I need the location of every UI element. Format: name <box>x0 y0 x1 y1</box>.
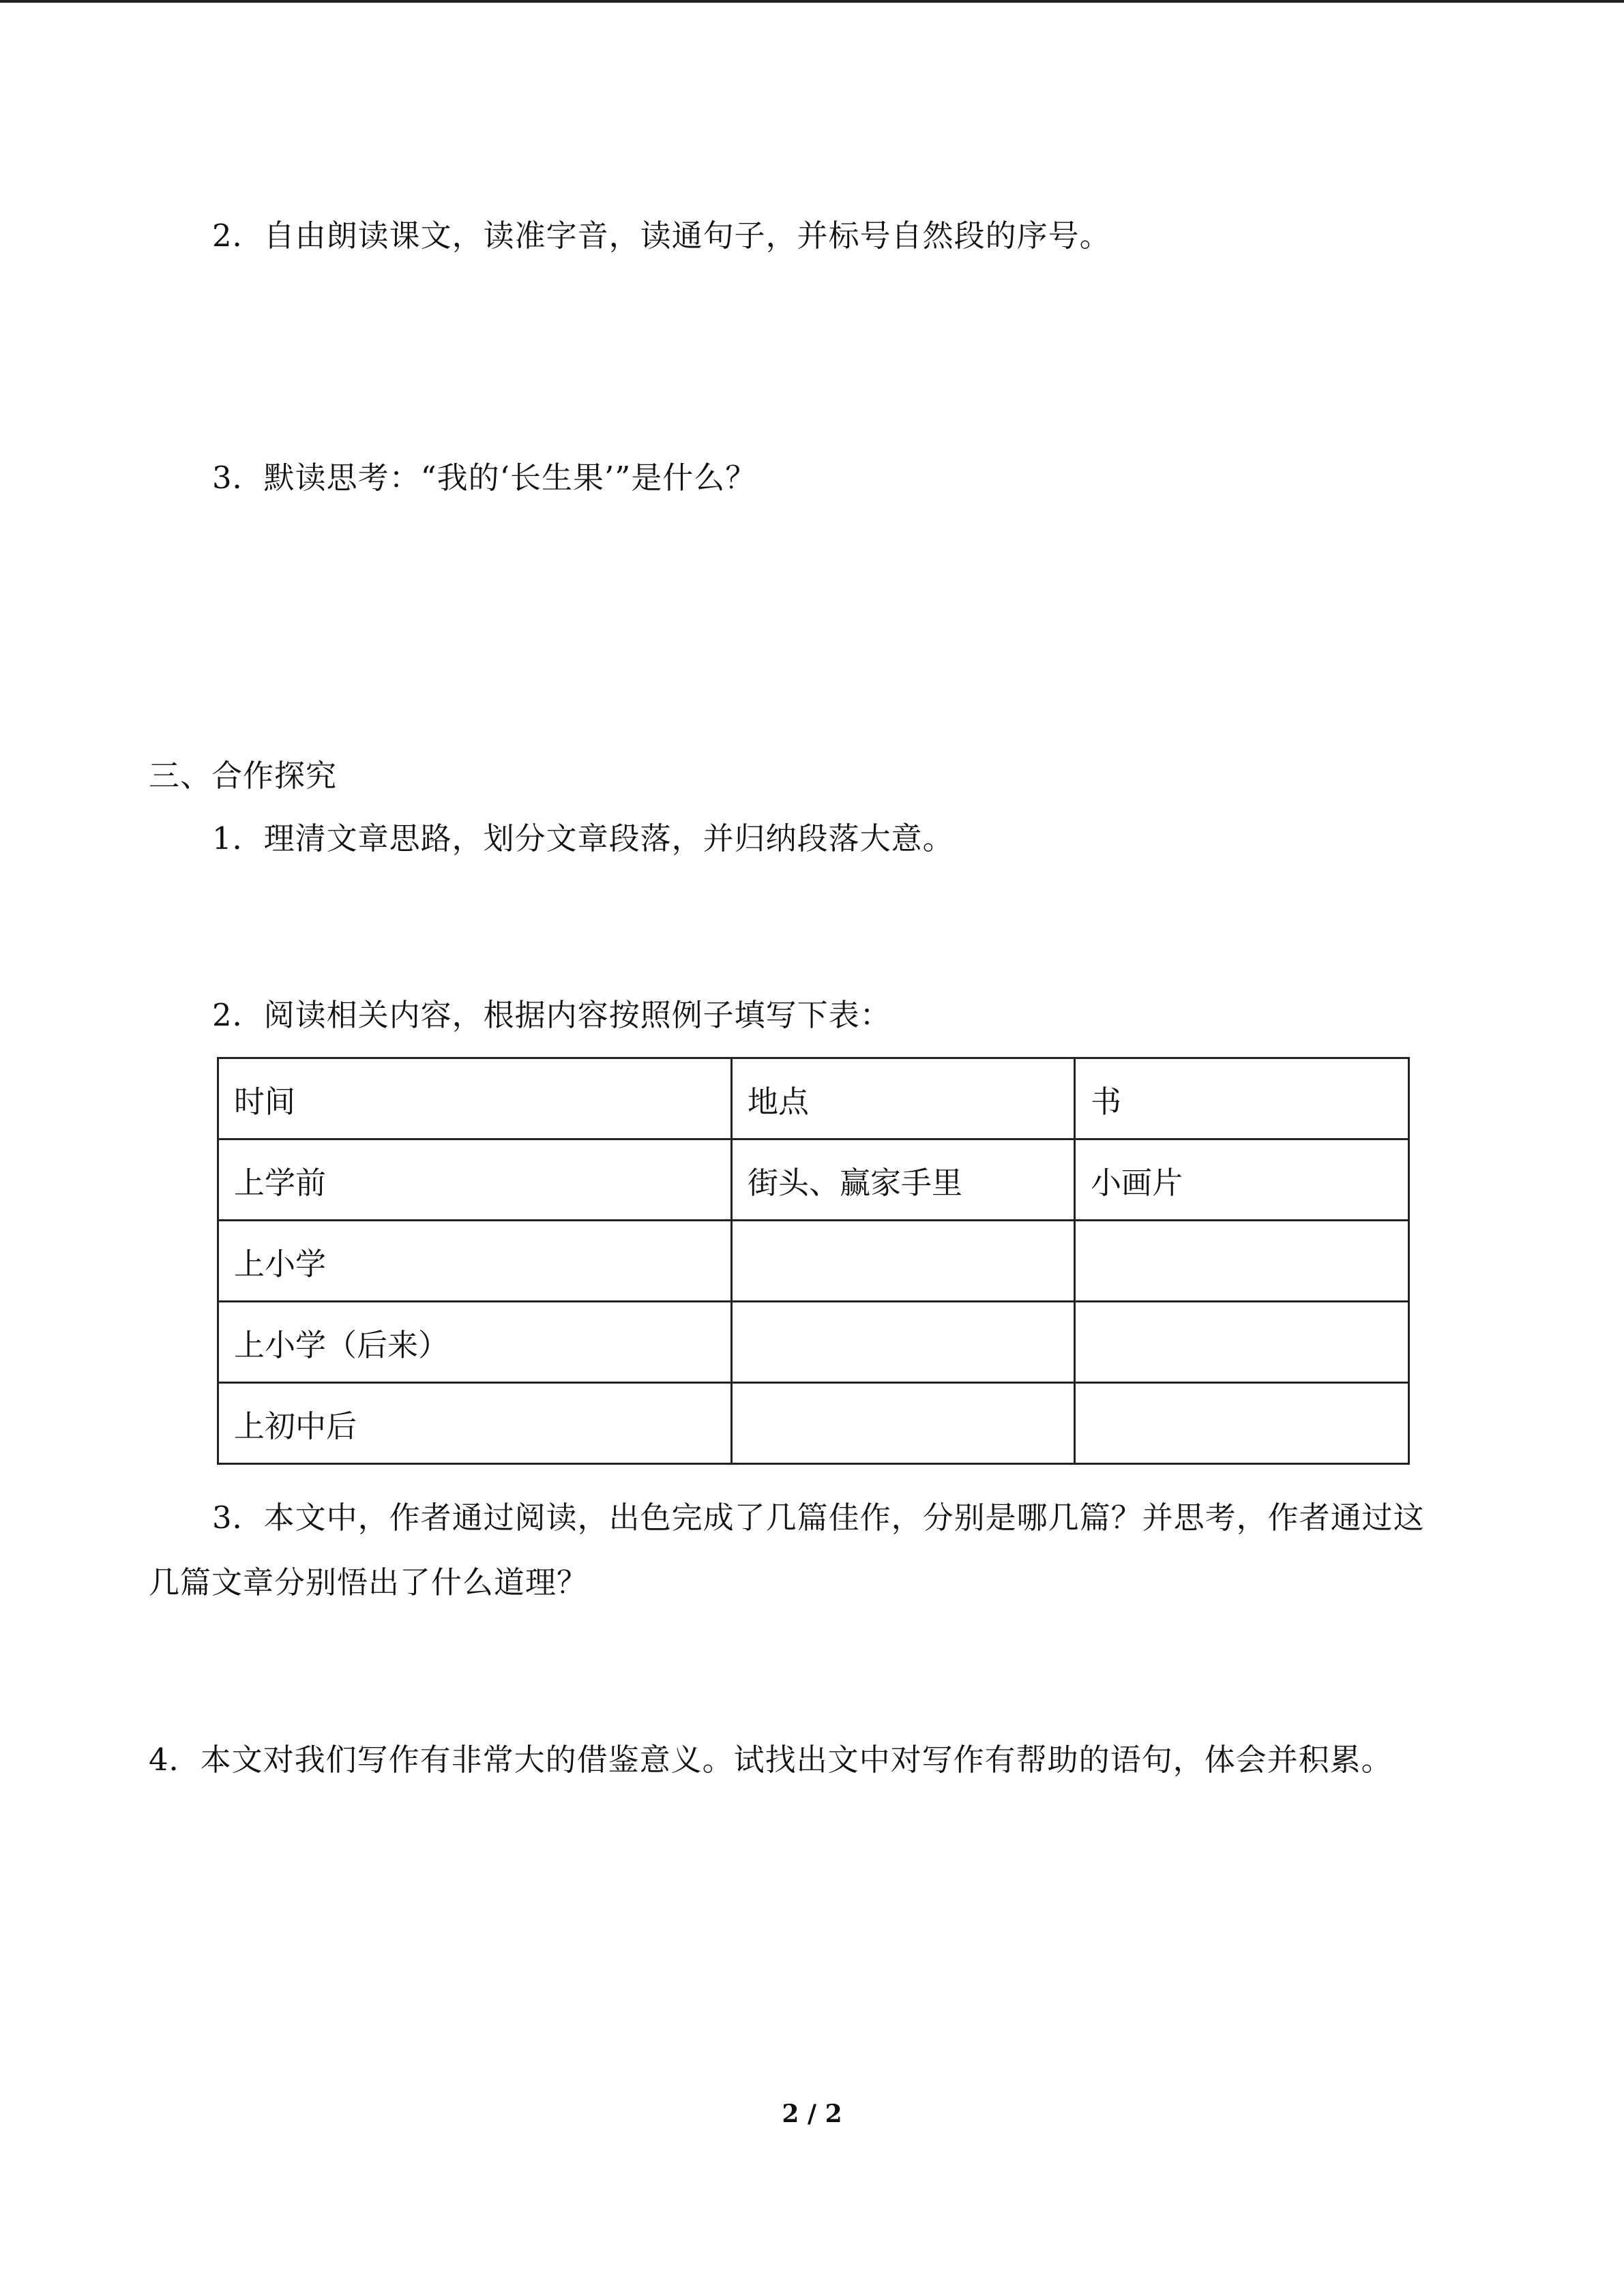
table-cell-book <box>1075 1302 1409 1383</box>
table-row <box>218 1302 1409 1383</box>
section-3-heading: 三、合作探究 <box>149 758 338 794</box>
table-cell-book: 小画片 <box>1075 1139 1409 1221</box>
header-place: 地点 <box>732 1058 1075 1139</box>
reading-table <box>217 1057 1410 1465</box>
table-cell-book <box>1075 1221 1409 1302</box>
table-cell-place: 街头、赢家手里 <box>732 1139 1075 1221</box>
table-cell-time: 上初中后 <box>218 1383 732 1464</box>
page-number: 2 / 2 <box>782 2100 842 2128</box>
table-cell-book <box>1075 1383 1409 1464</box>
question-2-read-aloud: 2．自由朗读课文，读准字音，读通句子，并标号自然段的序号。 <box>212 218 1111 254</box>
table-row <box>218 1139 1409 1221</box>
table-cell-time: 上小学 <box>218 1221 732 1302</box>
question-3-silent-reading: 3．默读思考：“我的‘长生果’”是什么？ <box>212 460 757 496</box>
table-cell-place <box>732 1383 1075 1464</box>
reading-table-container <box>217 1057 1410 1465</box>
section-3-question-4: 4．本文对我们写作有非常大的借鉴意义。试找出文中对写作有帮助的语句，体会并积累。 <box>149 1742 1393 1778</box>
table-row <box>218 1221 1409 1302</box>
table-header-row <box>218 1058 1409 1139</box>
header-time: 时间 <box>218 1058 732 1139</box>
table-row <box>218 1383 1409 1464</box>
section-3-question-1: 1．理清文章思路，划分文章段落，并归纳段落大意。 <box>212 820 954 856</box>
section-3-question-3-line-2: 几篇文章分别悟出了什么道理？ <box>149 1564 589 1600</box>
table-cell-time: 上学前 <box>218 1139 732 1221</box>
top-border-rule <box>0 0 1624 3</box>
table-cell-place <box>732 1221 1075 1302</box>
table-cell-time: 上小学（后来） <box>218 1302 732 1383</box>
header-book: 书 <box>1075 1058 1409 1139</box>
section-3-question-2: 2．阅读相关内容，根据内容按照例子填写下表： <box>212 997 891 1033</box>
table-cell-place <box>732 1302 1075 1383</box>
section-3-question-3-line-1: 3．本文中，作者通过阅读，出色完成了几篇佳作，分别是哪几篇？并思考，作者通过这 <box>212 1500 1425 1536</box>
